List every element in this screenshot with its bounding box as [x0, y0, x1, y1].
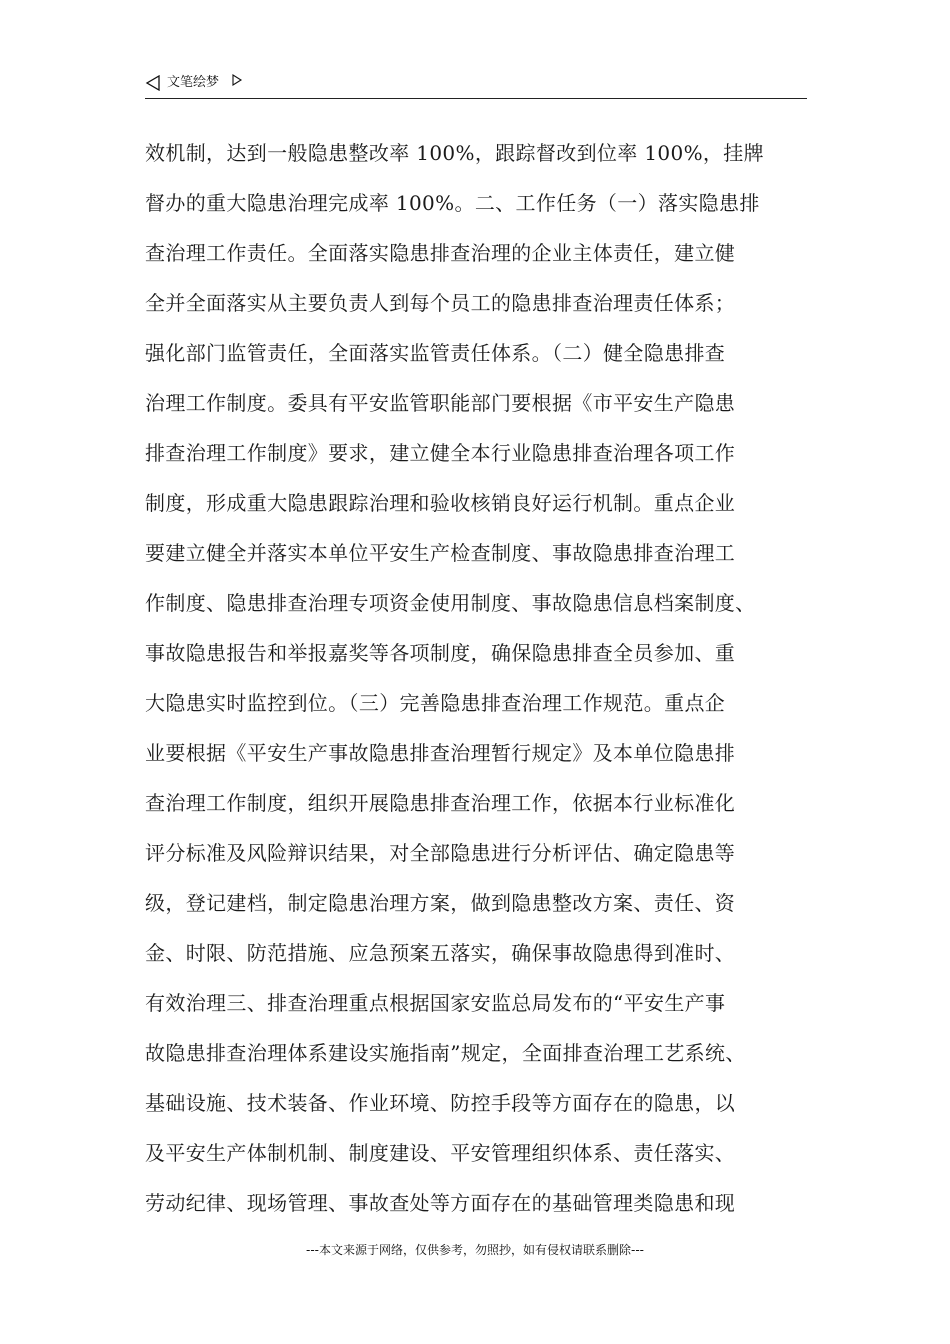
text-line: 级，登记建档，制定隐患治理方案，做到隐患整改方案、责任、资 — [145, 891, 736, 915]
text-line: 效机制，达到一般隐患整改率 100%，跟踪督改到位率 100%，挂牌 — [145, 141, 764, 165]
text-line: 查治理工作责任。全面落实隐患排查治理的企业主体责任，建立健 — [145, 241, 736, 265]
triangle-right-outline-icon — [231, 74, 243, 86]
footer-disclaimer: ---本文来源于网络，仅供参考，勿照抄，如有侵权请联系删除--- — [306, 1243, 644, 1257]
text-line: 金、时限、防范措施、应急预案五落实，确保事故隐患得到准时、 — [145, 941, 736, 965]
text-line: 及平安生产体制机制、制度建设、平安管理组织体系、责任落实、 — [145, 1141, 736, 1165]
text-line: 评分标准及风险辩识结果，对全部隐患进行分析评估、确定隐患等 — [145, 841, 736, 865]
text-line: 治理工作制度。委具有平安监管职能部门要根据《市平安生产隐患 — [145, 391, 736, 415]
text-line: 制度，形成重大隐患跟踪治理和验收核销良好运行机制。重点企业 — [145, 491, 736, 515]
header-title: 文笔绘梦 — [167, 75, 220, 90]
text-line: 业要根据《平安生产事故隐患排查治理暂行规定》及本单位隐患排 — [145, 741, 736, 765]
text-line: 作制度、隐患排查治理专项资金使用制度、事故隐患信息档案制度、 — [145, 591, 756, 615]
text-line: 事故隐患报告和举报嘉奖等各项制度，确保隐患排查全员参加、重 — [145, 641, 736, 665]
text-line: 督办的重大隐患治理完成率 100%。二、工作任务（一）落实隐患排 — [145, 191, 760, 215]
text-line: 有效治理三、排查治理重点根据国家安监总局发布的“平安生产事 — [145, 991, 726, 1015]
text-line: 基础设施、技术装备、作业环境、防控手段等方面存在的隐患，以 — [145, 1091, 736, 1115]
text-line: 劳动纪律、现场管理、事故查处等方面存在的基础管理类隐患和现 — [145, 1191, 736, 1215]
text-line: 强化部门监管责任，全面落实监管责任体系。（二）健全隐患排查 — [145, 341, 726, 365]
page-header — [145, 70, 807, 99]
text-line: 大隐患实时监控到位。（三）完善隐患排查治理工作规范。重点企 — [145, 691, 726, 715]
text-line: 故隐患排查治理体系建设实施指南”规定，全面排查治理工艺系统、 — [145, 1041, 746, 1065]
text-line: 排查治理工作制度》要求，建立健全本行业隐患排查治理各项工作 — [145, 441, 736, 465]
text-line: 全并全面落实从主要负责人到每个员工的隐患排查治理责任体系； — [145, 291, 736, 315]
document-body — [145, 128, 807, 1228]
triangle-left-outline-icon — [145, 75, 161, 91]
text-line: 查治理工作制度，组织开展隐患排查治理工作，依据本行业标准化 — [145, 791, 736, 815]
text-line: 要建立健全并落实本单位平安生产检查制度、事故隐患排查治理工 — [145, 541, 736, 565]
